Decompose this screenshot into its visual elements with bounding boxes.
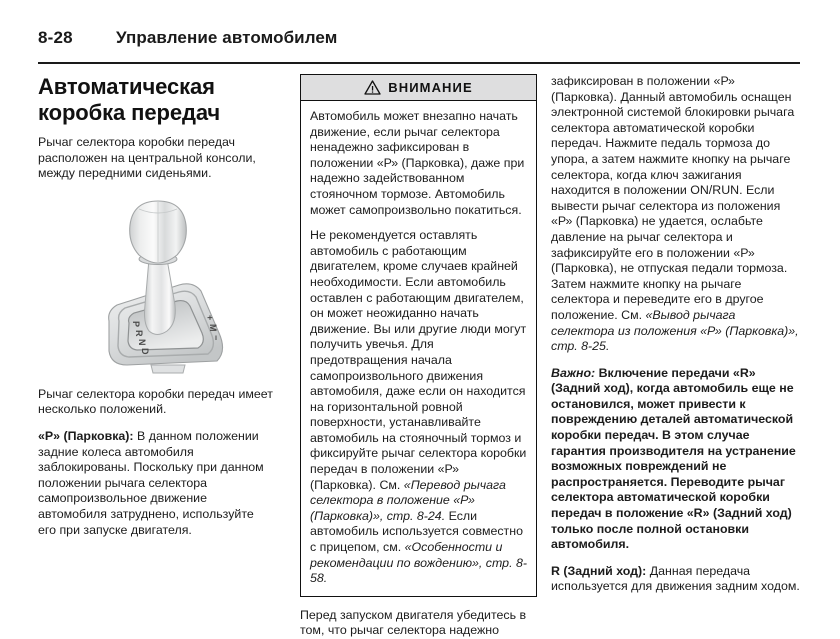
console-front-lip: [151, 365, 185, 373]
reverse-lead-in: R (Задний ход):: [551, 563, 647, 578]
gear-label-m: M: [207, 323, 218, 332]
warning-p2-text-1: Не рекомендуется оставлять автомобиль с работающим двигателем, кроме случаев крайней необходимости. Если автомобиль оставлен с работающим двигателем, он может неожиданно начать движение. Вы или другие люди могут получить увечья. Для предотвращения начала самопроизвольного движения автомобиля, даже если он находится на горизонтальной ровной поверхности, устанавливайте автомобиль на стояночный тормоз и фиксируйте рычаг селектора коробки передач в положении «Р» (Парковка). См.: [310, 228, 527, 492]
content-columns: [0, 74, 840, 638]
park-lead-in: «P» (Парковка):: [38, 428, 134, 443]
gear-selector-figure: [38, 193, 275, 375]
page-number: 8-28: [38, 28, 73, 47]
park-position-paragraph: [38, 429, 275, 538]
continuation-paragraph: [551, 74, 800, 355]
gear-label-n: N: [136, 338, 147, 346]
gear-label-r: R: [133, 329, 144, 337]
figure-caption: Рычаг селектора коробки передач имеет несколько положений.: [38, 386, 273, 417]
gear-label-plus: +: [204, 314, 215, 321]
reverse-gear-paragraph: [551, 564, 800, 595]
page-title: Управление автомобилем: [116, 28, 338, 47]
running-header: [38, 28, 800, 48]
warning-callout-box: [300, 74, 537, 597]
gear-label-d: D: [139, 347, 150, 355]
continuation-xref: «Вывод рычага селектора из положения «Р» (Парковка)», стр. 8-25.: [551, 307, 799, 354]
column-middle: [300, 74, 537, 638]
park-body-text: В данном положении задние колеса автомобиля заблокированы. Поскольку при данном положении рычага селектора самопроизвольное движение автомобиля затруднено, используйте его при запуске двигателя.: [38, 428, 264, 537]
gear-label-p: P: [130, 320, 141, 327]
warning-header: [301, 75, 536, 101]
column-right: [551, 74, 800, 594]
important-text: Включение передачи «R» (Задний ход), когда автомобиль еще не остановился, может привести к повреждению деталей автоматической коробки передач. В этом случае гарантия производителя на устранение возможных повреждений не распространяется. Переводите рычаг селектора автоматической коробки передач в положение «R» (Задний ход) только после полной остановки автомобиля.: [551, 365, 796, 552]
warning-p2-text-2: Если автомобиль используется совместно с прицепом, см.: [310, 508, 523, 555]
reverse-text: Данная передача используется для движения задним ходом.: [551, 563, 800, 594]
important-lead-in: Важно:: [551, 365, 596, 380]
gear-selector-illustration: [67, 193, 247, 375]
warning-xref-1: «Перевод рычага селектора в положение «Р» (Парковка)», стр. 8-24.: [310, 477, 506, 523]
after-warning-paragraph: Перед запуском двигателя убедитесь в том, что рычаг селектора надежно: [300, 607, 527, 638]
header-divider: [38, 62, 800, 64]
continuation-text: зафиксирован в положении «Р» (Парковка). Данный автомобиль оснащен электронной системой блокировки рычага селектора автоматической коробки передач. Нажмите педаль тормоза до упора, а затем нажмите кнопку на рычаге селектора, когда ключ зажигания находится в положении ON/RUN. Если вывести рычаг селектора из положения «Р» (Парковка) не удается, ослабьте давление на рычаг селектора и зафиксируйте его в положении «Р» (Парковка), не отпуская педали тормоза. Затем нажмите кнопку на рычаге селектора и переведите его в другое положение. См.: [551, 74, 795, 322]
selector-shaft: [144, 259, 175, 335]
warning-paragraph-2: [310, 228, 527, 587]
section-heading: Автоматическая коробка передач: [38, 74, 221, 125]
gear-label-minus: −: [210, 334, 221, 341]
intro-paragraph: Рычаг селектора коробки передач расположен на центральной консоли, между передними сиденьями.: [38, 135, 256, 181]
warning-paragraph-1: Автомобиль может внезапно начать движение, если рычаг селектора ненадежно зафиксирован в положении «Р» (Парковка), даже при надежно задействованном стояночном тормозе. Автомобиль может самопроизвольно покатиться.: [310, 109, 525, 217]
warning-heading: ВНИМАНИЕ: [388, 80, 473, 95]
important-paragraph: [551, 366, 800, 553]
column-left: [38, 74, 275, 554]
warning-triangle-icon: [364, 80, 381, 95]
warning-xref-2: «Особенности и рекомендации по вождению», стр. 8-58.: [310, 540, 527, 586]
warning-body: [301, 101, 536, 596]
